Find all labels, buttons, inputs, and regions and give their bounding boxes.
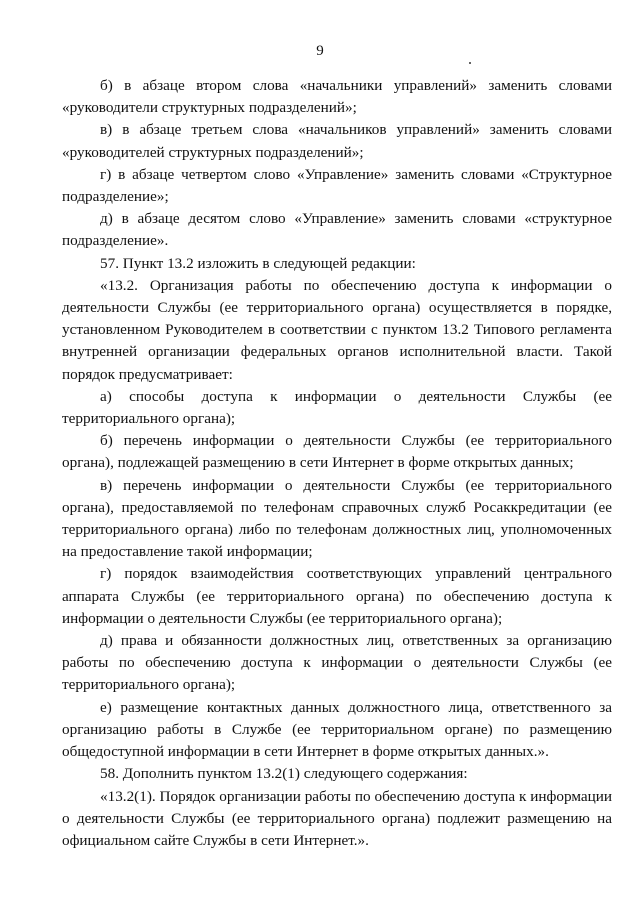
paragraph-item-57: 57. Пункт 13.2 изложить в следующей редакции:	[100, 254, 416, 272]
paragraph-v-abzac-3: в) в абзаце третьем слова «начальников управлений» заменить словами «руководителей структурных подразделений»;	[62, 121, 612, 161]
paragraph-g-abzac-4: г) в абзаце четвертом слово «Управление» заменить словами «Структурное подразделение»;	[62, 165, 612, 206]
paragraph-13-2-1: «13.2(1). Порядок организации работы по обеспечению доступа к информации о деятельности Службы (ее территориального органа) подлежит размещению на официальном сайте Службы в сети Интернет.».	[62, 787, 612, 849]
page-number: 9	[316, 43, 324, 59]
paragraph-b-abzac-2: б) в абзаце втором слова «начальники управлений» заменить словами «руководители структурных подразделений»;	[62, 77, 612, 117]
paragraph-13-2-v: в) перечень информации о деятельности Службы (ее территориального органа), предоставляемой по телефонам справочных служб Росаккредитации (ее территориального органа) либо по телефонам должностных лиц, уполномоченных на предоставление такой информации;	[62, 476, 612, 561]
paragraph-d-abzac-10: д) в абзаце десятом слово «Управление» заменить словами «структурное подразделение».	[62, 210, 612, 250]
document-body	[62, 75, 612, 852]
paragraph-13-2-b: б) перечень информации о деятельности Службы (ее территориального органа), подлежащей размещению в сети Интернет в форме открытых данных;	[62, 432, 612, 472]
paragraph-13-2-d: д) права и обязанности должностных лиц, ответственных за организацию работы по обеспечению доступа к информации о деятельности Службы (ее территориального органа);	[62, 632, 612, 694]
paragraph-item-58: 58. Дополнить пунктом 13.2(1) следующего содержания:	[100, 765, 468, 783]
paragraph-13-2-e: е) размещение контактных данных должностного лица, ответственного за организацию работы в Службе (ее территориальном органе) по размещению общедоступной информации в сети Интернет в форме открытых данных.».	[62, 698, 612, 761]
paragraph-13-2-a: а) способы доступа к информации о деятельности Службы (ее территориального органа);	[62, 387, 612, 428]
scan-speck	[469, 62, 471, 64]
paragraph-13-2-g: г) порядок взаимодействия соответствующих управлений центрального аппарата Службы (ее территориального органа) по обеспечению доступа к информации о деятельности Службы (ее территориального органа);	[62, 565, 612, 627]
paragraph-13-2-intro: «13.2. Организация работы по обеспечению доступа к информации о деятельности Службы (ее территориального органа) осуществляется в порядке, установленном Руководителем в соответствии с пунктом 13.2 Типового регламента внутренней организации федеральных органов исполнительной власти. Такой порядок предусматривает:	[62, 276, 612, 383]
